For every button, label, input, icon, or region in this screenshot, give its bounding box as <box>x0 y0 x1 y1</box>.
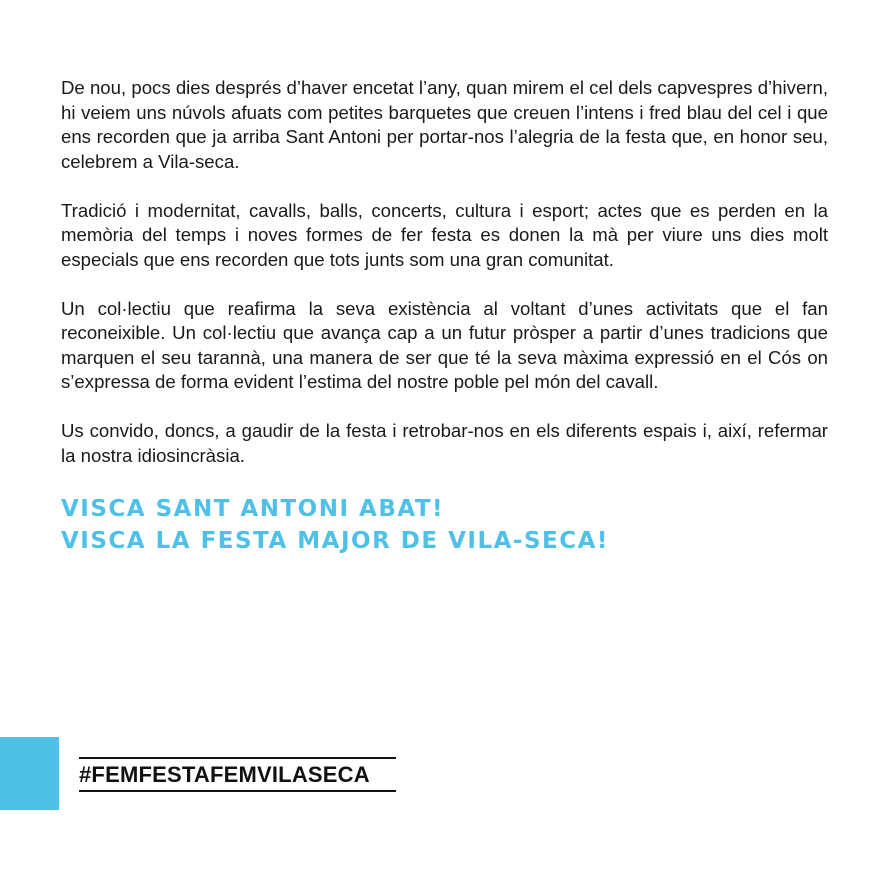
hashtag-banner <box>79 757 396 792</box>
paragraph-tradition: Tradició i modernitat, cavalls, balls, concerts, cultura i esport; actes que es perden en la memòria del temps i noves formes de fer festa es donen la mà per viure uns dies molt especials que ens recorden que tots junts som una gran comunitat. <box>61 199 828 270</box>
slogan-festa-major: VISCA LA FESTA MAJOR DE VILA-SECA! <box>61 527 609 554</box>
paragraph-intro: De nou, pocs dies després d’haver encetat l’any, quan mirem el cel dels capvespres d’hivern, hi veiem uns núvols afuats com petites barquetes que creuen l’intens i fred blau del cel i que ens recorden que ja arriba Sant Antoni per portar-nos l’alegria de la festa que, en honor seu, celebrem a Vila-seca. <box>61 77 828 172</box>
hashtag-text: #FEMFESTAFEMVILASECA <box>79 761 370 787</box>
paragraph-invitation: Us convido, doncs, a gaudir de la festa i retrobar-nos en els diferents espais i, així, refermar la nostra idiosincràsia. <box>61 420 828 466</box>
slogan-sant-antoni: VISCA SANT ANTONI ABAT! <box>61 495 445 522</box>
paragraph-collective: Un col·lectiu que reafirma la seva existència al voltant d’unes activitats que el fan reconeixible. Un col·lectiu que avança cap a un futur pròsper a partir d’unes tradicions que marquen el seu tarannà, una manera de ser que té la seva màxima expressió en el Cós on s’expressa de forma evident l’estima del nostre poble pel món del cavall. <box>61 297 828 392</box>
letter-body <box>61 76 828 557</box>
accent-block <box>0 737 59 810</box>
slogans <box>61 493 828 557</box>
